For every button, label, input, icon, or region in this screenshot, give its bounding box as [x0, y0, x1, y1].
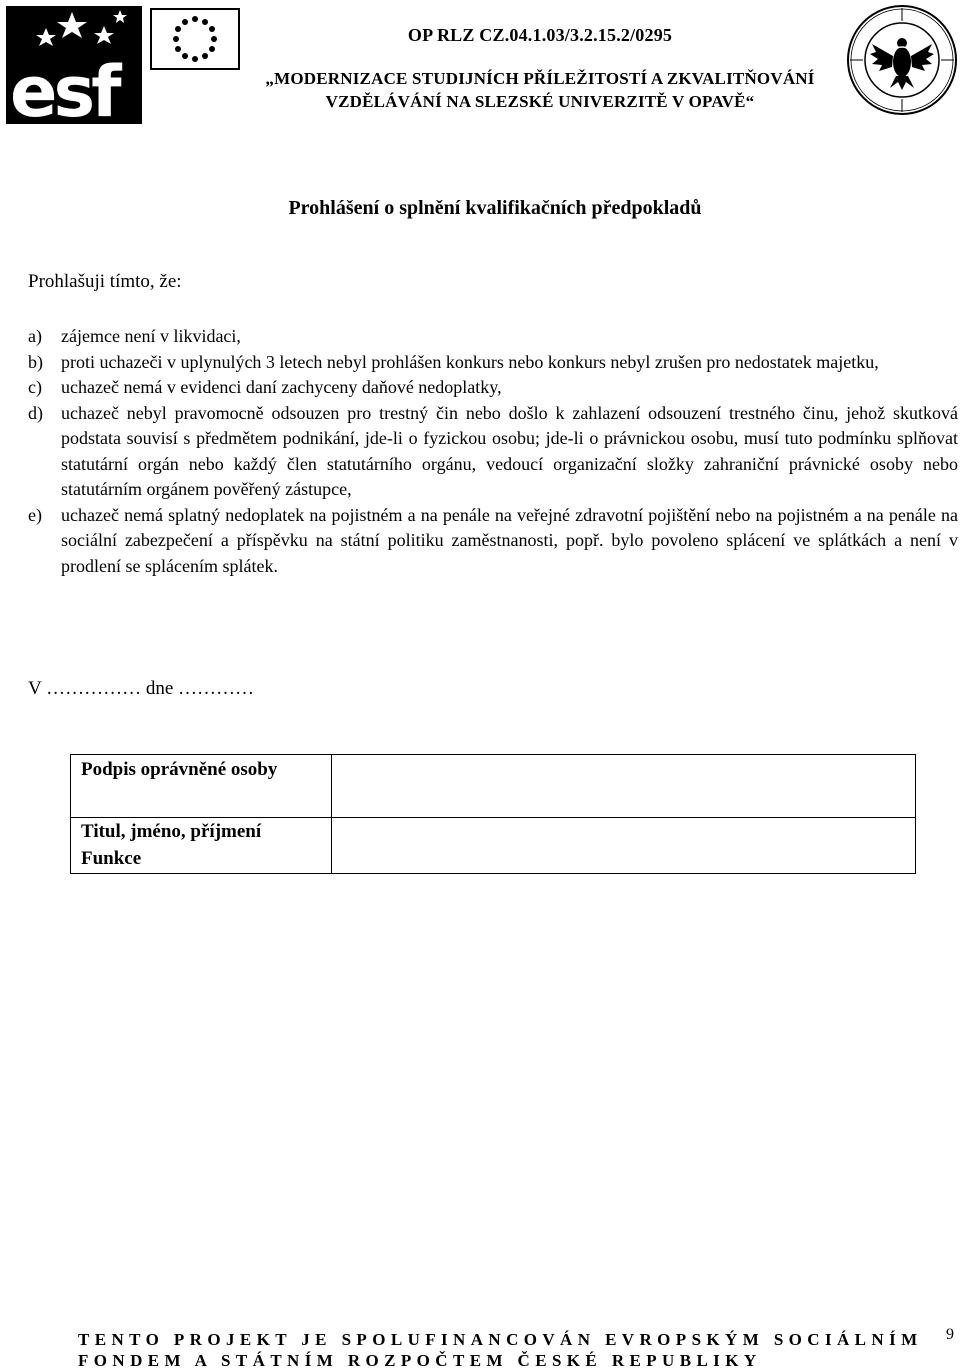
signature-label: Podpis oprávněné osoby	[81, 759, 278, 780]
svg-text:esf: esf	[10, 51, 118, 124]
signature-table	[70, 754, 916, 874]
clause-label: e)	[28, 504, 42, 525]
clause-label: b)	[28, 351, 43, 372]
clause-list	[28, 324, 958, 579]
clause-text: uchazeč nebyl pravomocně odsouzen pro trestný čin nebo došlo k zahlazení odsouzení trestného činu, jehož skutková podstata souvisí s předmětem podnikání, jde-li o fyzickou osobu; jde-li o právnickou osobu, musí tuto podmínku splňovat statutární orgán nebo každý člen statutárního orgánu, vedoucí organizační složky zahraniční právnické osoby nebo statutárním orgánem pověřený zástupce,	[61, 402, 958, 499]
clause-text: uchazeč nemá splatný nedoplatek na pojistném a na penále na veřejné zdravotní pojištění nebo na pojistném a na penále na sociální zabezpečení a příspěvku na státní politiku zaměstnanosti, popř. bylo povoleno splácení ve splátkách a není v prodlení se splácením splátek.	[61, 504, 958, 576]
document-title: Prohlášení o splnění kvalifikačních předpokladů	[288, 197, 702, 219]
project-code: OP RLZ CZ.04.1.03/3.2.15.2/0295	[407, 25, 673, 45]
eu-flag-logo	[150, 8, 240, 70]
clause-text: uchazeč nemá v evidenci daní zachyceny daňové nedoplatky,	[61, 377, 502, 397]
clause-text: zájemce není v likvidaci,	[61, 326, 241, 346]
clause-item	[28, 350, 958, 376]
clause-item	[28, 324, 958, 350]
footer-line2: FONDEM A STÁTNÍM ROZPOČTEM ČESKÉ REPUBLIKY	[78, 1351, 762, 1370]
project-title-line1: „MODERNIZACE STUDIJNÍCH PŘÍLEŽITOSTÍ A ZKVALITŇOVÁNÍ	[265, 69, 815, 88]
page-number: 9	[946, 1326, 954, 1343]
table-divider-vertical	[331, 755, 332, 873]
university-seal-logo	[846, 4, 958, 116]
place-date-line: V …………… dne …………	[28, 678, 255, 699]
esf-logo	[6, 6, 142, 124]
clause-text: proti uchazeči v uplynulých 3 letech nebyl prohlášen konkurs nebo konkurs nebyl zrušen pro nedostatek majetku,	[61, 351, 879, 372]
table-divider-horizontal	[71, 817, 915, 818]
project-title-line2: VZDĚLÁVÁNÍ NA SLEZSKÉ UNIVERZITĚ V OPAVĚ“	[325, 92, 755, 111]
clause-label: c)	[28, 377, 42, 397]
function-label: Funkce	[81, 848, 142, 869]
clause-item	[28, 375, 958, 401]
name-label: Titul, jméno, příjmení	[81, 821, 262, 842]
footer-line1: TENTO PROJEKT JE SPOLUFINANCOVÁN EVROPSKÝM SOCIÁLNÍM	[78, 1330, 923, 1349]
clause-item	[28, 401, 958, 503]
clause-item	[28, 503, 958, 580]
clause-label: a)	[28, 326, 42, 346]
clause-label: d)	[28, 402, 43, 423]
intro-text: Prohlašuji tímto, že:	[28, 271, 182, 292]
